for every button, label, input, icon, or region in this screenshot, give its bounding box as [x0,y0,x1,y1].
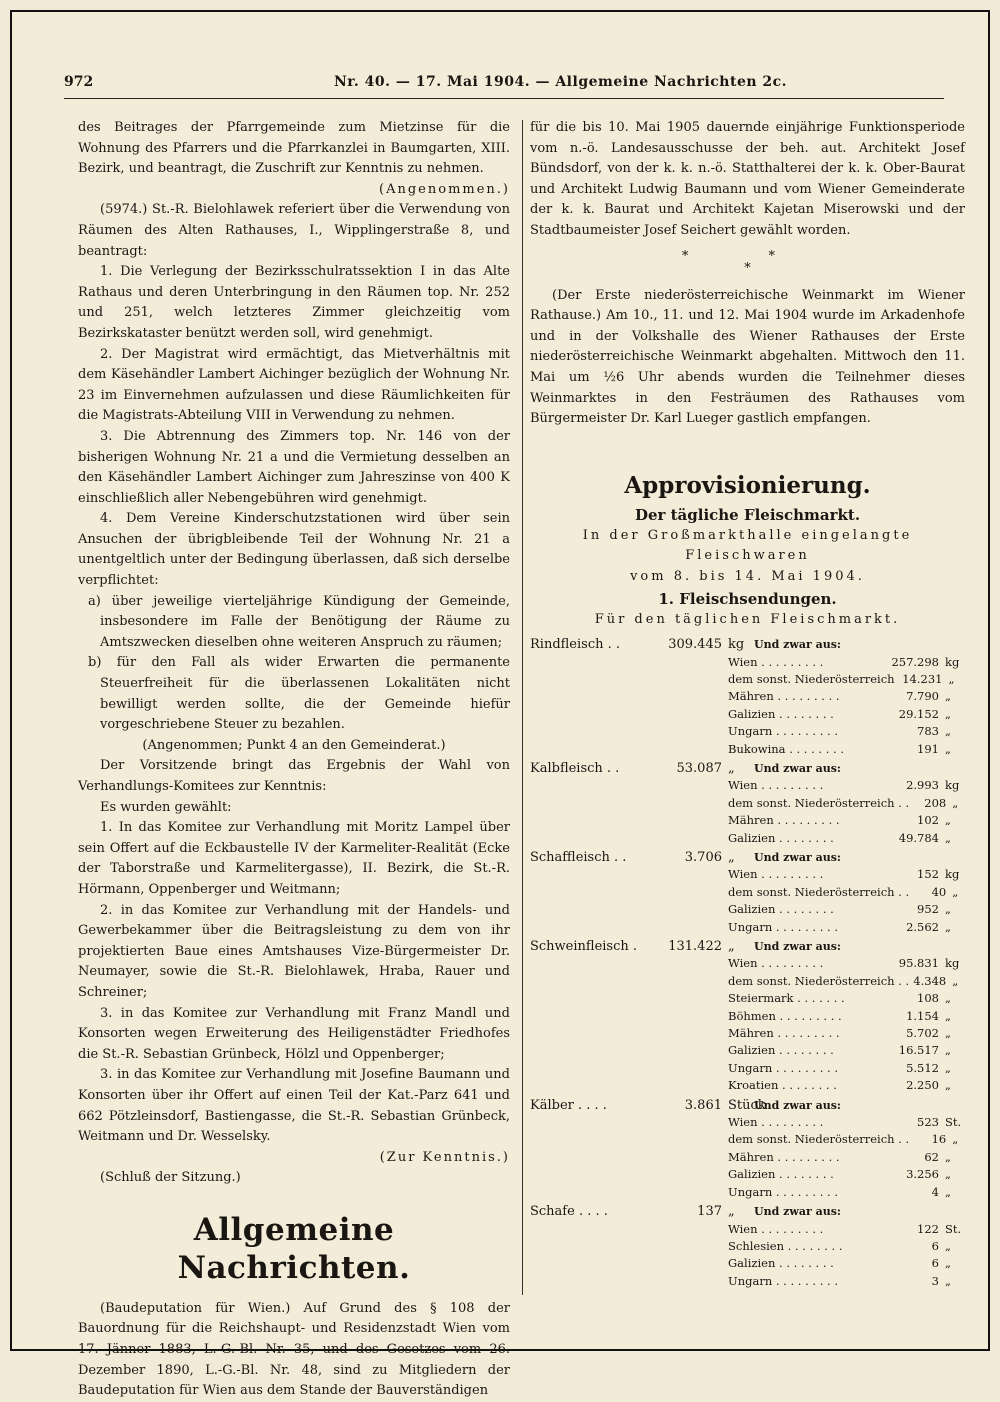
meat-block [530,760,965,847]
list-item: b) für den Fall als wider Erwarten die permanente Steuerfreiheit für die überlassenen Lokalitäten nicht bewilligt werden sollte, die der Gemeinde hiefür vorgeschriebene Steuer zu bezahlen. [88,655,510,733]
origin-place: dem sonst. Niederösterreich . . [728,973,910,988]
origin-unit: kg [945,654,960,669]
note: (Angenommen; Punkt 4 an den Gemeinderat.) [142,737,446,753]
origin-place: Kroatien . . . . . . . . [728,1078,837,1093]
origin-place: Böhmen . . . . . . . . . [728,1008,842,1023]
origin-row [728,955,965,972]
note: (Angenommen.) [379,181,510,197]
origin-place: Wien . . . . . . . . . [728,1221,824,1236]
origin-unit: „ [945,724,951,739]
origin-row [728,671,965,688]
origin-unit: „ [952,795,959,810]
origin-unit: „ [945,1026,951,1041]
meat-name: Kälber . . . . [530,1097,607,1113]
meat-quantity: 53.087 [676,760,722,776]
note: (Zur Kenntnis.) [379,1149,510,1165]
meat-block [530,849,965,936]
origin-row [728,1149,965,1166]
origin-value: 257.298 [891,654,939,669]
origin-heading: Und zwar aus: [754,850,841,864]
origin-unit: „ [945,830,951,845]
origin-place: Galizien . . . . . . . . [728,830,834,845]
header-rule [64,98,944,99]
meat-name: Rindfleisch . . [530,637,621,653]
origin-value: 4.348 [913,973,947,988]
paragraph: für die bis 10. Mai 1905 dauernde einjährige Funktionsperiode vom n.-ö. Landesausschusse der beh. aut. Architekt Josef Bündsdorf, von der k. k. n.-ö. Statthalterei der k. k. Ober-Baurat und Architekt Ludwig Baumann und vom Wiener Gemeinderate der k. k. Baurat und Architekt Kajetan Miserowski und der Stadtbaumeister Josef Seichert gewählt worden. [530,120,965,238]
origin-value: 108 [917,991,939,1006]
paragraph: 2. Der Magistrat wird ermächtigt, das Mietverhältnis mit dem Käsehändler Lambert Aichinger bezüglich der Wohnung Nr. 23 im Einvernehmen aufzulassen und diese Räumlichkeiten für die Magistrats-Abteilung VIII in Verwendung zu nehmen. [78,346,510,424]
page-number: 972 [64,74,94,90]
origin-value: 5.512 [906,1060,939,1075]
origin-value: 2.993 [906,778,939,793]
origin-value: 152 [917,867,939,882]
origin-row [728,1184,965,1201]
meat-block [530,938,965,1095]
origin-unit: „ [945,706,951,721]
origin-unit: „ [945,1273,951,1288]
origin-row [728,901,965,918]
origin-value: 3.256 [906,1167,939,1182]
paragraph: Der Vorsitzende bringt das Ergebnis der Wahl von Verhandlungs-Komitees zur Kenntnis: [78,758,510,794]
section-title: Approvisionierung. [624,471,871,499]
origin-place: Steiermark . . . . . . . [728,991,845,1006]
origin-place: Galizien . . . . . . . . [728,706,834,721]
meat-name: Schafe . . . . [530,1204,608,1220]
meat-block [530,1203,965,1290]
origin-row [728,973,965,990]
intro-line: In der Großmarkthalle eingelangte Fleischwaren [582,527,913,564]
paragraph: 4. Dem Vereine Kinderschutzstationen wird über sein Ansuchen der übrigbleibende Teil der Wohnung Nr. 21 a unentgeltlich unter der Bedingung überlassen, daß sich derselbe verpflichtet: [78,511,510,589]
origin-value: 783 [917,724,939,739]
origin-unit: „ [948,671,955,686]
origin-place: Ungarn . . . . . . . . . [728,1060,839,1075]
paragraph: des Beitrages der Pfarrgemeinde zum Mietzinse für die Wohnung des Pfarrers und die Pfarrkanzlei in Baumgarten, XIII. Bezirk, und beantragt, die Zuschrift zur Kenntnis zu nehmen. [78,120,510,177]
origin-unit: „ [945,1078,951,1093]
origin-place: Ungarn . . . . . . . . . [728,1273,839,1288]
separator-star: * [744,260,751,276]
origin-row [728,1238,965,1255]
origin-unit: „ [945,689,951,704]
right-column [530,118,965,1292]
origin-row [728,1273,965,1290]
origin-value: 49.784 [898,830,939,845]
origin-row [728,688,965,705]
meat-unit: „ [728,849,735,865]
origin-place: Galizien . . . . . . . . [728,902,834,917]
origin-unit: „ [952,1132,959,1147]
origin-value: 1.154 [906,1008,939,1023]
origin-heading: Und zwar aus: [754,1098,841,1112]
origin-value: 952 [917,902,939,917]
origin-value: 4 [931,1184,939,1199]
origin-value: 122 [917,1221,939,1236]
origin-heading: Und zwar aus: [754,761,841,775]
meat-name: Schaffleisch . . [530,849,627,865]
paragraph: 3. in das Komitee zur Verhandlung mit Josefine Baumann und Konsorten über ihr Offert auf einen Teil der Kat.-Parz 641 und 662 Pötzleinsdorf, Bastiengasse, die St.-R. Sebastian Grünbeck, Weitmann und Dr. Wesselsky. [78,1067,510,1145]
meat-quantity: 3.706 [684,849,722,865]
origin-place: Mähren . . . . . . . . . [728,1026,840,1041]
origin-unit: kg [945,956,960,971]
origin-row [728,1131,965,1148]
paragraph: 2. in das Komitee zur Verhandlung mit der Handels- und Gewerbekammer über die Beitragsleistung zu dem von ihr projektierten Baue eines Amtshauses Vize-Bürgermeister Dr. Neumayer, sowie die St.-R. Bielohlawek, Hraba, Rauer und Schreiner; [78,902,510,1000]
origin-unit: „ [945,1149,951,1164]
left-column [78,118,510,1402]
origin-unit: „ [952,884,959,899]
meat-name: Schweinfleisch . [530,939,638,954]
meat-table [530,636,965,1290]
origin-value: 62 [924,1149,939,1164]
origin-unit: St. [945,1221,962,1236]
origin-place: Mähren . . . . . . . . . [728,1149,840,1164]
origin-place: dem sonst. Niederösterreich . . [728,884,910,899]
origin-unit: „ [945,991,951,1006]
origin-row [728,1077,965,1094]
origin-unit: kg [945,867,960,882]
origin-value: 3 [931,1273,939,1288]
paragraph: 3. Die Abtrennung des Zimmers top. Nr. 146 von der bisherigen Wohnung Nr. 21 a und die Vermietung desselben an den Käsehändler Lambert Aichinger zum Jahreszinse von 400 K einschließlich aller Nebengebühren wird genehmigt. [78,428,510,506]
meat-unit: kg [728,637,745,653]
origin-place: Schlesien . . . . . . . . [728,1238,843,1253]
origin-value: 5.702 [906,1026,939,1041]
origin-unit: „ [945,1060,951,1075]
origin-row [728,1025,965,1042]
origin-place: dem sonst. Niederösterreich . . [728,795,910,810]
meat-quantity: 3.861 [684,1097,722,1113]
origin-row [728,777,965,794]
separator-stars: * * [681,248,814,264]
origin-place: Galizien . . . . . . . . [728,1167,834,1182]
origin-place: Mähren . . . . . . . . . [728,813,840,828]
origin-row [728,1114,965,1131]
origin-value: 6 [931,1256,939,1271]
origin-value: 14.231 [902,671,943,686]
meat-row [530,636,965,653]
meat-block [530,1097,965,1201]
origin-row [728,1255,965,1272]
paragraph: (5974.) St.-R. Bielohlawek referiert über die Verwendung von Räumen des Alten Rathauses, I., Wipplingerstraße 8, und beantragt: [78,202,510,259]
origin-unit: kg [945,778,960,793]
meat-row [530,849,965,866]
origin-row [728,1008,965,1025]
intro-line: vom 8. bis 14. Mai 1904. [630,568,865,584]
origin-place: dem sonst. Niederösterreich . . [728,1132,910,1147]
paragraph: Es wurden gewählt: [100,799,232,815]
origin-unit: „ [945,1167,951,1182]
origin-value: 40 [931,884,947,899]
origin-place: Ungarn . . . . . . . . . [728,1184,839,1199]
origin-value: 6 [931,1238,939,1253]
paragraph: 1. Die Verlegung der Bezirksschulratssektion I in das Alte Rathaus und deren Unterbringung in den Räumen top. Nr. 252 und 251, welch letzteres Zimmer gleichzeitig vom Bezirkskataster benützt werden soll, wird genehmigt. [78,264,510,341]
page-header [64,70,944,100]
paragraph: (Schluß der Sitzung.) [100,1170,241,1186]
origin-place: Ungarn . . . . . . . . . [728,724,839,739]
origin-row [728,741,965,758]
origin-unit: „ [945,1238,951,1253]
meat-unit: „ [728,939,735,954]
paragraph: 3. in das Komitee zur Verhandlung mit Franz Mandl und Konsorten wegen Erweiterung des Heiligenstädter Friedhofes die St.-R. Sebastian Grünbeck, Hölzl und Oppenberger; [78,1005,510,1062]
origin-heading: Und zwar aus: [754,638,841,652]
origin-unit: „ [945,1184,951,1199]
origin-row [728,1060,965,1077]
origin-value: 16 [931,1132,947,1147]
section-title: Allgemeine Nachrichten. [177,1211,411,1286]
origin-value: 102 [917,813,939,828]
origin-unit: „ [945,902,951,917]
meat-row [530,1097,965,1114]
origin-place: Bukowina . . . . . . . . [728,741,845,756]
origin-row [728,1221,965,1238]
paragraph: 1. In das Komitee zur Verhandlung mit Moritz Lampel über sein Offert auf die Eckbaustelle IV der Karmeliter-Realität (Ecke der Taborstraße und Karmelitergasse), II. Bezirk, die St.-R. Hörmann, Oppenberger und Weitmann; [78,820,510,897]
origin-place: Wien . . . . . . . . . [728,778,824,793]
origin-value: 523 [917,1115,939,1130]
origin-heading: Und zwar aus: [754,940,841,953]
origin-value: 2.250 [906,1078,939,1093]
origin-place: Galizien . . . . . . . . [728,1043,834,1058]
origin-value: 16.517 [898,1043,939,1058]
origin-row [728,723,965,740]
part-title: 1. Fleischsendungen. [658,589,837,608]
origin-row [728,1042,965,1059]
origin-unit: „ [945,813,951,828]
origin-row [728,884,965,901]
origin-value: 29.152 [898,706,939,721]
origin-unit: „ [945,1256,951,1271]
meat-unit: „ [728,1204,735,1220]
origin-place: Mähren . . . . . . . . . [728,689,840,704]
origin-row [728,706,965,723]
meat-quantity: 137 [697,1204,722,1220]
origin-value: 7.790 [906,689,939,704]
origin-place: Wien . . . . . . . . . [728,956,824,971]
origin-value: 208 [924,795,947,810]
origin-row [728,795,965,812]
origin-row [728,1166,965,1183]
origin-unit: „ [945,919,951,934]
origin-row [728,654,965,671]
meat-quantity: 131.422 [668,939,722,954]
origin-row [728,990,965,1007]
origin-place: Wien . . . . . . . . . [728,867,824,882]
origin-place: Galizien . . . . . . . . [728,1256,834,1271]
list-item: a) über jeweilige vierteljährige Kündigung der Gemeinde, insbesondere im Falle der Benötigung der Räume zu Amtszwecken dieselben ohne weiteren Anspruch zu räumen; [88,593,510,650]
meat-unit: „ [728,760,735,776]
origin-row [728,812,965,829]
origin-place: Ungarn . . . . . . . . . [728,919,839,934]
paragraph: (Baudeputation für Wien.) Auf Grund des § 108 der Bauordnung für die Reichshaupt- und Residenzstadt Wien vom 17. Jänner 1883, L.-G.-Bl. Nr. 35, und des Gesetzes vom 26. Dezember 1890, L.-G.-Bl. Nr. 48, sind zu Mitgliedern der Baudeputation für Wien aus dem Stande der Bauverständigen [78,1300,510,1399]
column-rule [522,120,523,1295]
running-title: Nr. 40. — 17. Mai 1904. — Allgemeine Nachrichten 2c. [334,74,788,90]
origin-unit: „ [945,1043,951,1058]
part-subtitle: Für den täglichen Fleischmarkt. [594,611,901,627]
meat-block [530,636,965,758]
subsection-title: Der tägliche Fleischmarkt. [634,505,861,524]
meat-unit: Stück [728,1097,766,1113]
origin-heading: Und zwar aus: [754,1205,841,1219]
origin-unit: „ [952,973,959,988]
origin-row [728,919,965,936]
meat-name: Kalbfleisch . . [530,760,620,776]
meat-quantity: 309.445 [668,637,722,653]
origin-row [728,830,965,847]
meat-row [530,938,965,955]
origin-row [728,866,965,883]
origin-value: 191 [917,741,939,756]
meat-row [530,760,965,777]
meat-row [530,1203,965,1220]
origin-place: Wien . . . . . . . . . [728,654,824,669]
origin-unit: „ [945,741,951,756]
origin-place: Wien . . . . . . . . . [728,1115,824,1130]
paragraph: (Der Erste niederösterreichische Weinmarkt im Wiener Rathause.) Am 10., 11. und 12. Mai 1904 wurde im Arkadenhofe und in der Volkshalle des Wiener Rathauses der Erste niederösterreichische Weinmarkt abgehalten. Mittwoch den 11. Mai um ½6 Uhr abends wurden die Teilnehmer dieses Weinmarktes in den Festräumen des Rathauses vom Bürgermeister Dr. Karl Lueger gastlich empfangen. [530,287,965,427]
origin-unit: St. [945,1115,962,1130]
origin-place: dem sonst. Niederösterreich [728,671,895,686]
origin-value: 2.562 [906,919,939,934]
origin-unit: „ [945,1008,951,1023]
origin-value: 95.831 [898,956,939,971]
